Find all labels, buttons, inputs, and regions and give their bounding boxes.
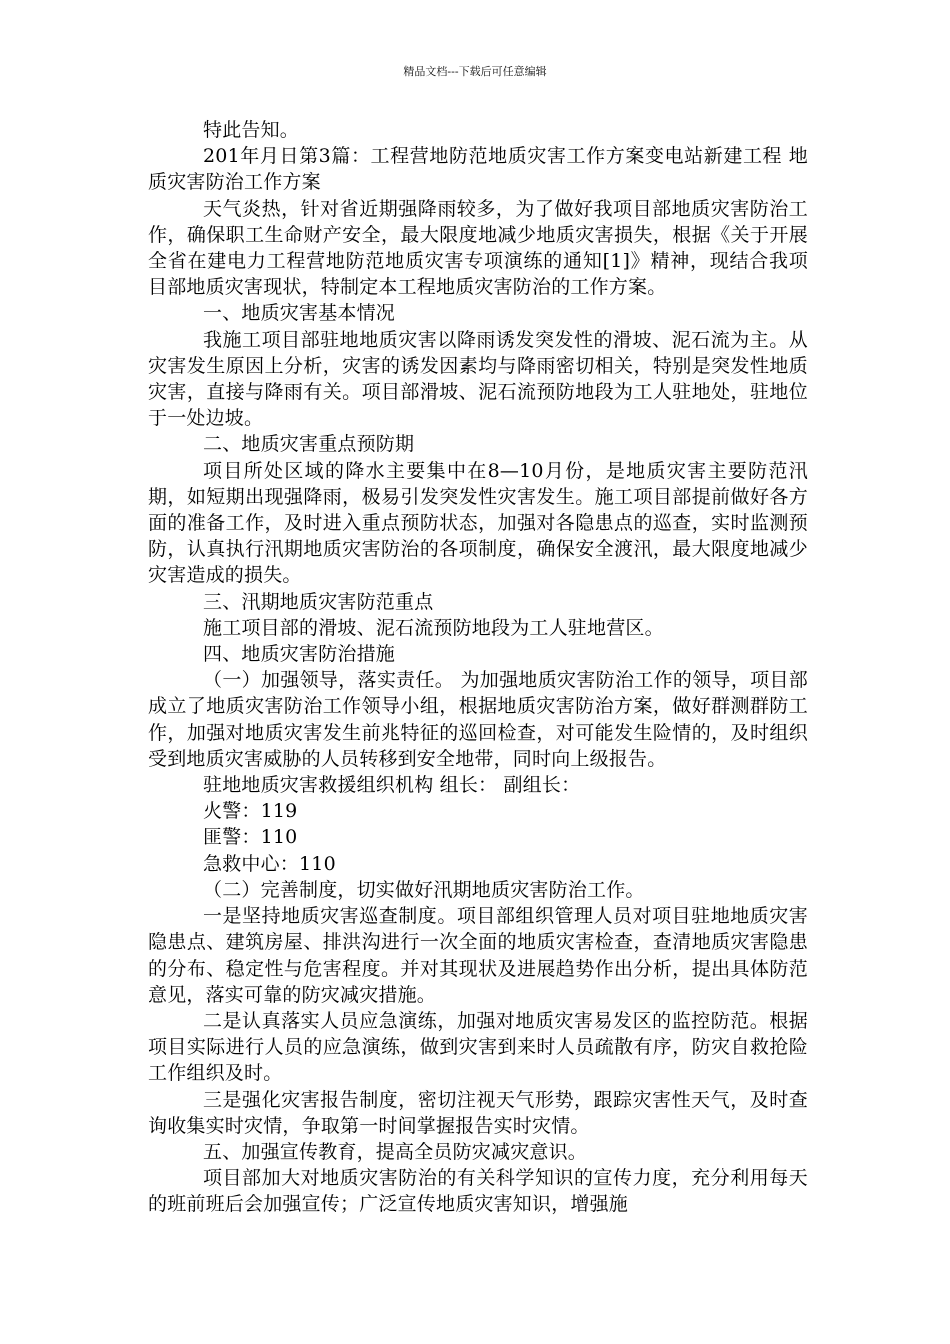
paragraph: （二）完善制度，切实做好汛期地质灾害防治工作。	[203, 878, 645, 901]
paragraph: 驻地地质灾害救援组织机构 组长： 副组长：	[203, 774, 581, 797]
section-heading: 一、地质灾害基本情况	[203, 302, 396, 325]
section-heading: 二、地质灾害重点预防期	[203, 433, 415, 456]
paragraph: 二是认真落实人员应急演练，加强对地质灾害易发区的监控防范。根据项目实际进行人员的应急演练，做到灾害到来时人员疏散有序，防灾自救抢险工作组织及时。	[148, 1009, 808, 1085]
paragraph: 项目部加大对地质灾害防治的有关科学知识的宣传力度，充分利用每天的班前班后会加强宣传；广泛宣传地质灾害知识，增强施	[148, 1167, 808, 1216]
document-body	[148, 117, 808, 1218]
paragraph: 一是坚持地质灾害巡查制度。项目部组织管理人员对项目驻地地质灾害隐患点、建筑房屋、排洪沟进行一次全面的地质灾害检查，查清地质灾害隐患的分布、稳定性与危害程度。并对其现状及进展趋势作出分析，提出具体防范意见，落实可靠的防灾减灾措施。	[148, 905, 808, 1006]
paragraph: （一）加强领导，落实责任。 为加强地质灾害防治工作的领导，项目部成立了地质灾害防治工作领导小组，根据地质灾害防治方案，做好群测群防工作，加强对地质灾害发生前兆特征的巡回检查，对可能发生险情的，及时组织受到地质灾害威胁的人员转移到安全地带，同时向上级报告。	[148, 669, 808, 770]
paragraph: 火警：119	[203, 800, 298, 823]
paragraph: 天气炎热，针对省近期强降雨较多，为了做好我项目部地质灾害防治工作，确保职工生命财产安全，最大限度地减少地质灾害损失，根据《关于开展全省在建电力工程营地防范地质灾害专项演练的通知[1]》精神，现结合我项目部地质灾害现状，特制定本工程地质灾害防治的工作方案。	[148, 197, 808, 299]
paragraph: 急救中心：110	[203, 852, 336, 875]
paragraph: 三是强化灾害报告制度，密切注视天气形势，跟踪灾害性天气，及时查询收集实时灾情，争取第一时间掌握报告实时灾情。	[148, 1088, 808, 1137]
paragraph: 201年月日第3篇：工程营地防范地质灾害工作方案变电站新建工程 地质灾害防治工作方案	[148, 145, 808, 194]
paragraph: 施工项目部的滑坡、泥石流预防地段为工人驻地营区。	[203, 616, 664, 639]
section-heading: 三、汛期地质灾害防范重点	[203, 590, 434, 613]
page-header: 精品文档---下载后可任意编辑	[403, 65, 547, 78]
paragraph: 项目所处区域的降水主要集中在8—10月份，是地质灾害主要防范汛期，如短期出现强降雨，极易引发突发性灾害发生。施工项目部提前做好各方面的准备工作，及时进入重点预防状态，加强对各隐患点的巡查，实时监测预防，认真执行汛期地质灾害防治的各项制度，确保安全渡汛，最大限度地减少灾害造成的损失。	[148, 459, 808, 587]
paragraph: 我施工项目部驻地地质灾害以降雨诱发突发性的滑坡、泥石流为主。从灾害发生原因上分析，灾害的诱发因素均与降雨密切相关，特别是突发性地质灾害，直接与降雨有关。项目部滑坡、泥石流预防地段为工人驻地处，驻地位于一处边坡。	[148, 328, 808, 430]
paragraph: 特此告知。	[203, 119, 300, 141]
section-heading: 四、地质灾害防治措施	[203, 643, 396, 666]
section-heading: 五、加强宣传教育，提高全员防灾减灾意识。	[203, 1140, 588, 1163]
paragraph: 匪警：110	[203, 826, 298, 849]
